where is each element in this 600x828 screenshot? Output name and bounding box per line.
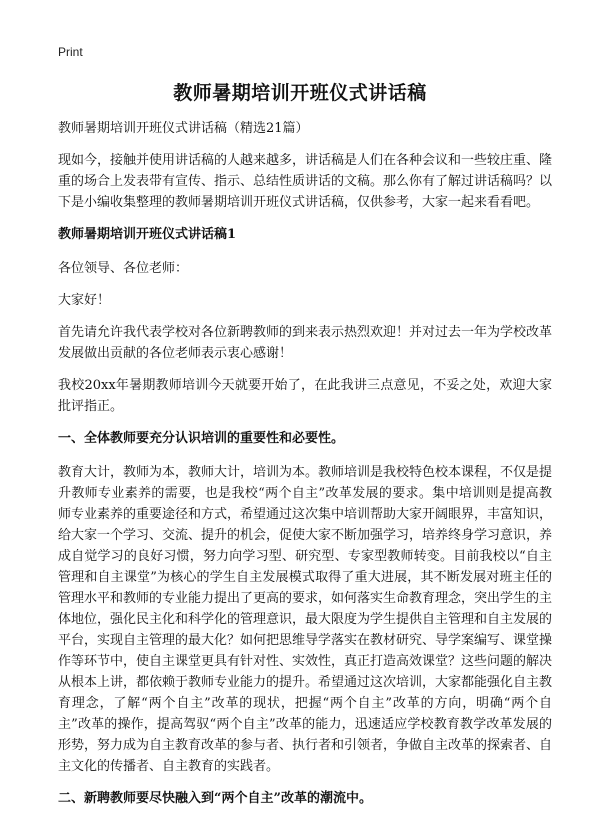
greeting-line: 各位领导、各位老师： xyxy=(58,261,189,276)
body-paragraph: 首先请允许我代表学校对各位新聘教师的到来表示热烈欢迎！并对过去一年为学校改革发展做出贡献的各位老师表示衷心感谢！ xyxy=(58,325,553,361)
document-subtitle: 教师暑期培训开班仪式讲话稿（精选21篇） xyxy=(58,121,309,136)
body-paragraph: 教育大计，教师为本，教师大计，培训为本。教师培训是我校特色校本课程，不仅是提升教师专业素养的需要，也是我校“两个自主”改革发展的要求。集中培训则是提高教师专业素养的重要途径和方式，希望通过这次集中培训帮助大家开阔眼界，丰富知识，给大家一个学习、交流、提升的机会，促使大家不断加强学习，培养终身学习意识，养成自觉学习的良好习惯，努力向学习型、研究型、专家型教师转变。目前我校以“自主管理和自主课堂”为核心的学生自主发展模式取得了重大进展，其不断发展对班主任的管理水平和教师的专业能力提出了更高的要求，如何落实生命教育理念，突出学生的主体地位，强化民主化和科学化的管理意识，最大限度为学生提供自主管理和自主发展的平台，实现自主管理的最大化？如何把思维导学落实在教材研究、导学案编写、课堂操作等环节中，使自主课堂更具有针对性、实效性，真正打造高效课堂？这些问题的解决从根本上讲，都依赖于教师专业能力的提升。希望通过这次培训，大家都能强化自主教育理念，了解“两个自主”改革的现状，把握“两个自主”改革的方向，明确“两个自主”改革的操作，提高驾驭“两个自主”改革的能力，迅速适应学校教育教学改革发展的形势，努力成为自主教育改革的参与者、执行者和引领者，争做自主改革的探索者、自主文化的传播者、自主教育的实践者。 xyxy=(58,465,553,774)
print-link[interactable]: Print xyxy=(58,45,83,59)
document-body xyxy=(58,118,552,822)
intro-paragraph: 现如今，接触并使用讲话稿的人越来越多，讲话稿是人们在各种会议和一些较庄重、隆重的场合上发表带有宣传、指示、总结性质讲话的文稿。那么你有了解过讲话稿吗？以下是小编收集整理的教师暑期培训开班仪式讲话稿，仅供参考，大家一起来看看吧。 xyxy=(58,153,553,210)
point-heading: 一、全体教师要充分认识培训的重要性和必要性。 xyxy=(58,431,345,446)
section-heading: 教师暑期培训开班仪式讲话稿1 xyxy=(58,227,237,242)
document-title: 教师暑期培训开班仪式讲话稿 xyxy=(173,82,427,104)
greeting-line: 大家好！ xyxy=(58,293,111,308)
body-paragraph: 我校20xx年暑期教师培训今天就要开始了，在此我讲三点意见，不妥之处，欢迎大家批评指正。 xyxy=(58,378,552,414)
point-heading: 二、新聘教师要尽快融入到“两个自主”改革的潮流中。 xyxy=(58,791,372,806)
